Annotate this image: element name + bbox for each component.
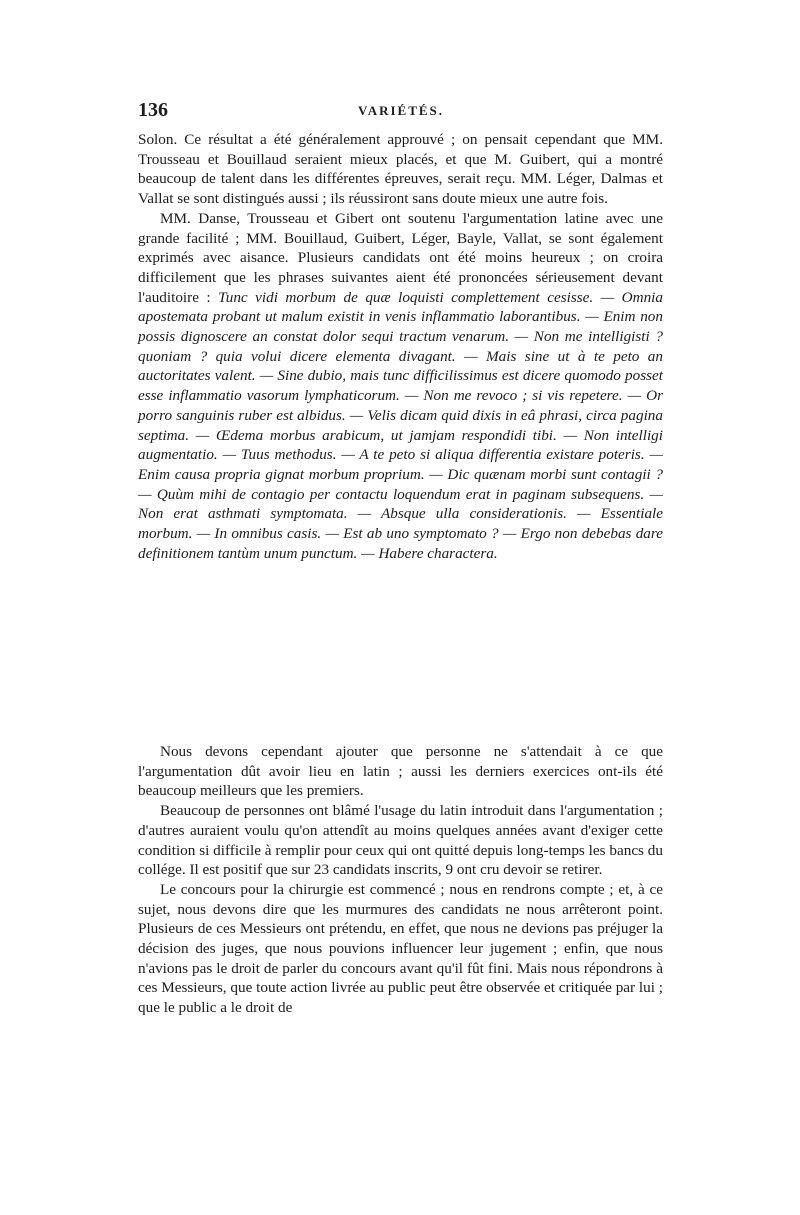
latin-quotations: Tunc vidi morbum de quæ loquisti complettement cesisse. — Omnia apostemata probant ut malum existit in venis inflammatio laborantibus. — Enim non possis dignoscere an constat dolor sequi tractum venarum. — Non me intelligisti ? quoniam ? quia volui dicere elementa divagant. — Mais sine ut à te peto an auctoritates valent. — Sine dubio, mais tunc difficilissimus est dicere quomodo posset esse inflammatio vasorum lymphaticorum. — Non me revoco ; si vis repetere. — Or porro sanguinis ruber est albidus. — Velis dicam quid dixis in eâ phrasi, circa pagina septima. — Œdema morbus arabicum, ut jamjam respondidi tibi. — Non intelligi augmentatio. — Tuus methodus. — A te peto si aliqua differentia existare poteris. — Enim causa propria gignat morbum proprium. — Dic quænam morbi sunt contagii ? — Quùm mihi de contagio per contactu loquendum erat in paginam subsequens. — Non erat asthmati symptomata. — Absque ulla considerationis. — Essentiale morbum. — In omnibus casis. — Est ab uno symptomato ? — Ergo non debebas dare definitionem tantùm unum punctum. — Habere charactera. bbox=[138, 288, 663, 562]
paragraph-argumentation bbox=[138, 209, 663, 564]
argumentation-intro: MM. Danse, Trousseau et Gibert ont soutenu l'argumentation latine avec une grande facilité ; MM. Bouillaud, Guibert, Léger, Bayle, Vallat, se sont également exprimés avec aisance. Plusieurs candidats ont été moins heureux ; on croira difficilement que les phrases suivantes aient été prononcées sérieusement devant l'auditoire : bbox=[138, 209, 663, 306]
paragraph-surgery-concours: Le concours pour la chirurgie est commencé ; nous en rendrons compte ; et, à ce sujet, nous devons dire que les murmures des candidats ne nous arrêteront point. Plusieurs de ces Messieurs ont prétendu, en effet, que nous ne devions pas préjuger la décision des juges, que nous pouvions influencer leur jugement ; enfin, que nous n'avions pas le droit de parler du concours avant qu'il fût fini. Mais nous répondrons à ces Messieurs, que toute action livrée au public peut être observée et critiquée par lui ; que le public a le droit de bbox=[138, 880, 663, 1017]
paragraph-latin-criticism: Beaucoup de personnes ont blâmé l'usage du latin introduit dans l'argumentation ; d'autres auraient voulu qu'on attendît au moins quelques années avant d'exiger cette condition si difficile à remplir pour ceux qui ont quitté depuis long-temps les bancs du collége. Il est positif que sur 23 candidats inscrits, 9 ont cru devoir se retirer. bbox=[138, 802, 663, 879]
paragraph-latin-expectation: Nous devons cependant ajouter que personne ne s'attendait à ce que l'argumentation dût avoir lieu en latin ; aussi les derniers exercices ont-ils été beaucoup meilleurs que les premiers. bbox=[138, 743, 663, 800]
page-number: 136 bbox=[138, 99, 168, 121]
body-text-upper bbox=[138, 130, 663, 563]
paragraph-results: Solon. Ce résultat a été généralement approuvé ; on pensait cependant que MM. Trousseau et Bouillaud seraient mieux placés, et que M. Guibert, qui a montré beaucoup de talent dans les différentes épreuves, serait reçu. MM. Léger, Dalmas et Vallat se sont distingués aussi ; ils réussiront sans doute mieux une autre fois. bbox=[138, 131, 663, 208]
page-header bbox=[138, 98, 663, 122]
running-head: VARIÉTÉS. bbox=[358, 103, 445, 118]
body-text-lower bbox=[138, 742, 663, 1018]
